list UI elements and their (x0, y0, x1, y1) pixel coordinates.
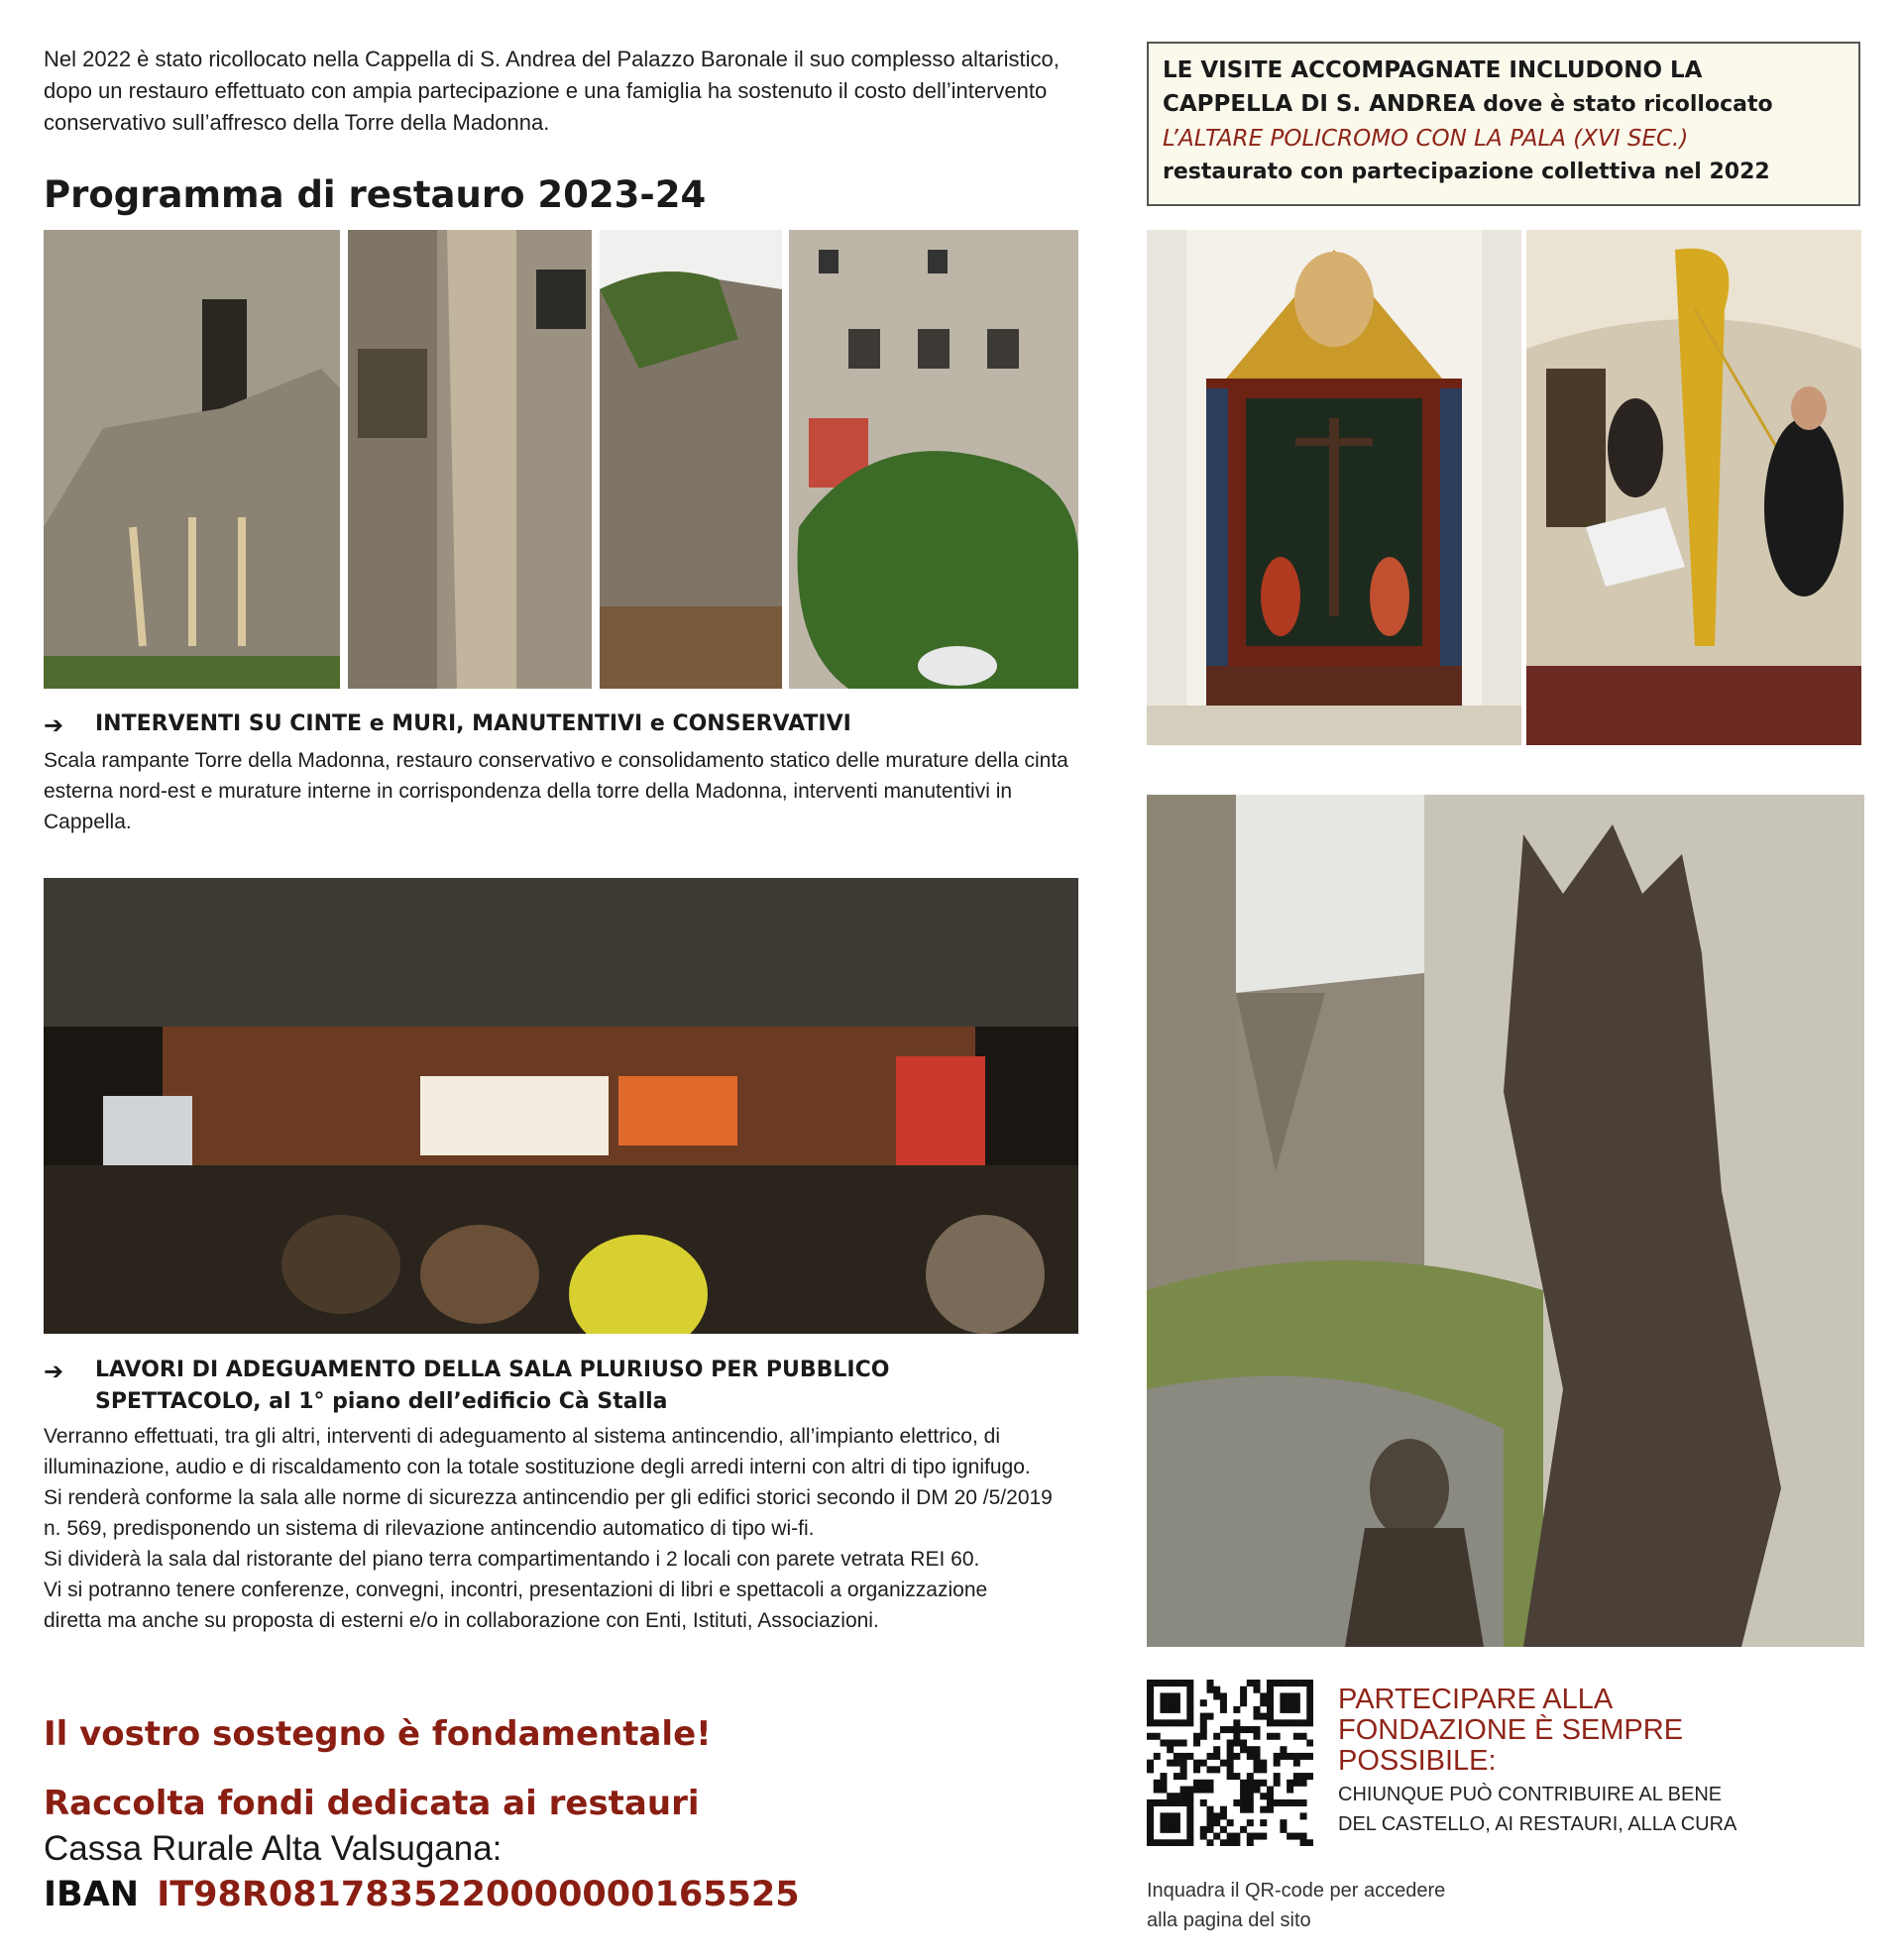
partecipare-block (1338, 1685, 1853, 1839)
partecipare-title-line: PARTECIPARE ALLA (1338, 1684, 1614, 1715)
intro-paragraph: Nel 2022 è stato ricollocato nella Cappella di S. Andrea del Palazzo Baronale il suo complesso altaristico, dopo un restauro effettuato con ampia partecipazione e una famiglia ha sostenuto il costo dell’intervento conservativo sull’affresco della Torre della Madonna. (44, 47, 1060, 135)
raccolta-fondi-title: Raccolta fondi dedicata ai restauri (44, 1784, 700, 1823)
lavori-text (44, 1421, 1084, 1636)
lavori-line: Verranno effettuati, tra gli altri, interventi di adeguamento al sistema antincendio, all’impianto elettrico, di (44, 1425, 1000, 1448)
photo-altar (1147, 230, 1521, 745)
visite-cappella: CAPPELLA DI S. ANDREA (1163, 91, 1476, 117)
partecipare-sub-line: CHIUNQUE PUÒ CONTRIBUIRE AL BENE (1338, 1784, 1723, 1805)
photo-ivy-wall (600, 230, 782, 689)
photo-sala-pluriuso (44, 878, 1078, 1334)
visite-box (1147, 42, 1860, 206)
iban-label: IBAN (44, 1875, 140, 1914)
bank-name: Cassa Rurale Alta Valsugana: (44, 1829, 503, 1868)
sostegno-headline: Il vostro sostegno è fondamentale! (44, 1714, 712, 1754)
partecipare-sub-line: DEL CASTELLO, AI RESTAURI, ALLA CURA (1338, 1813, 1737, 1835)
programma-title: Programma di restauro 2023-24 (44, 173, 707, 216)
photo-courtyard (789, 230, 1078, 689)
photo-harp-concert (1526, 230, 1861, 745)
qr-caption-line: Inquadra il QR-code per accedere (1147, 1880, 1446, 1902)
visite-line1: LE VISITE ACCOMPAGNATE INCLUDONO LA (1163, 57, 1703, 83)
photo-rampant-staircase (44, 230, 340, 689)
qr-code[interactable] (1147, 1680, 1313, 1846)
lavori-line: Si dividerà la sala dal ristorante del piano terra compartimentando i 2 locali con parete vetrata REI 60. (44, 1548, 980, 1571)
interventi-arrow: ➔ (44, 711, 64, 739)
iban-number: IT98R0817835220000000165525 (157, 1875, 800, 1914)
lavori-line: n. 569, predisponendo un sistema di rilevazione antincendio automatico di tipo wi-fi. (44, 1517, 815, 1540)
qr-caption (1147, 1876, 1445, 1935)
lavori-line: diretta ma anche su proposta di esterni e/o in collaborazione con Enti, Istituti, Associazioni. (44, 1609, 879, 1632)
visite-line2 (1163, 87, 1845, 122)
partecipare-title-line: FONDAZIONE È SEMPRE (1338, 1714, 1684, 1746)
lavori-title-line1: LAVORI DI ADEGUAMENTO DELLA SALA PLURIUSO PER PUBBLICO (95, 1358, 890, 1382)
lavori-title-line2: SPETTACOLO, al 1° piano dell’edificio Cà Stalla (95, 1389, 668, 1414)
partecipare-title-line: POSSIBILE: (1338, 1745, 1497, 1777)
photo-tower-corner (348, 230, 592, 689)
interventi-title: INTERVENTI SU CINTE e MURI, MANUTENTIVI e CONSERVATIVI (95, 711, 851, 736)
lavori-line: Vi si potranno tenere conferenze, convegni, incontri, presentazioni di libri e spettacoli a organizzazione (44, 1579, 988, 1601)
iban-row (44, 1875, 800, 1914)
interventi-text: Scala rampante Torre della Madonna, restauro conservativo e consolidamento statico delle murature della cinta esterna nord-est e murature interne in corrispondenza della torre della Madonna, interventi manutentivi in Cappella. (44, 749, 1068, 833)
visite-restaurato: restaurato con partecipazione collettiva nel 2022 (1163, 160, 1770, 184)
lavori-line: Si renderà conforme la sala alle norme di sicurezza antincendio per gli edifici storici secondo il DM 20 /5/2019 (44, 1486, 1053, 1509)
visite-altare: L’ALTARE POLICROMO CON LA PALA (XVI SEC.) (1163, 126, 1689, 152)
lavori-arrow: ➔ (44, 1358, 64, 1385)
qr-caption-line: alla pagina del sito (1147, 1909, 1311, 1931)
photo-wooden-sculpture (1147, 795, 1864, 1647)
lavori-line: illuminazione, audio e di riscaldamento con la totale sostituzione degli arredi interni con altri di tipo ignifugo. (44, 1456, 1031, 1478)
visite-dove: dove è stato ricollocato (1475, 92, 1773, 117)
